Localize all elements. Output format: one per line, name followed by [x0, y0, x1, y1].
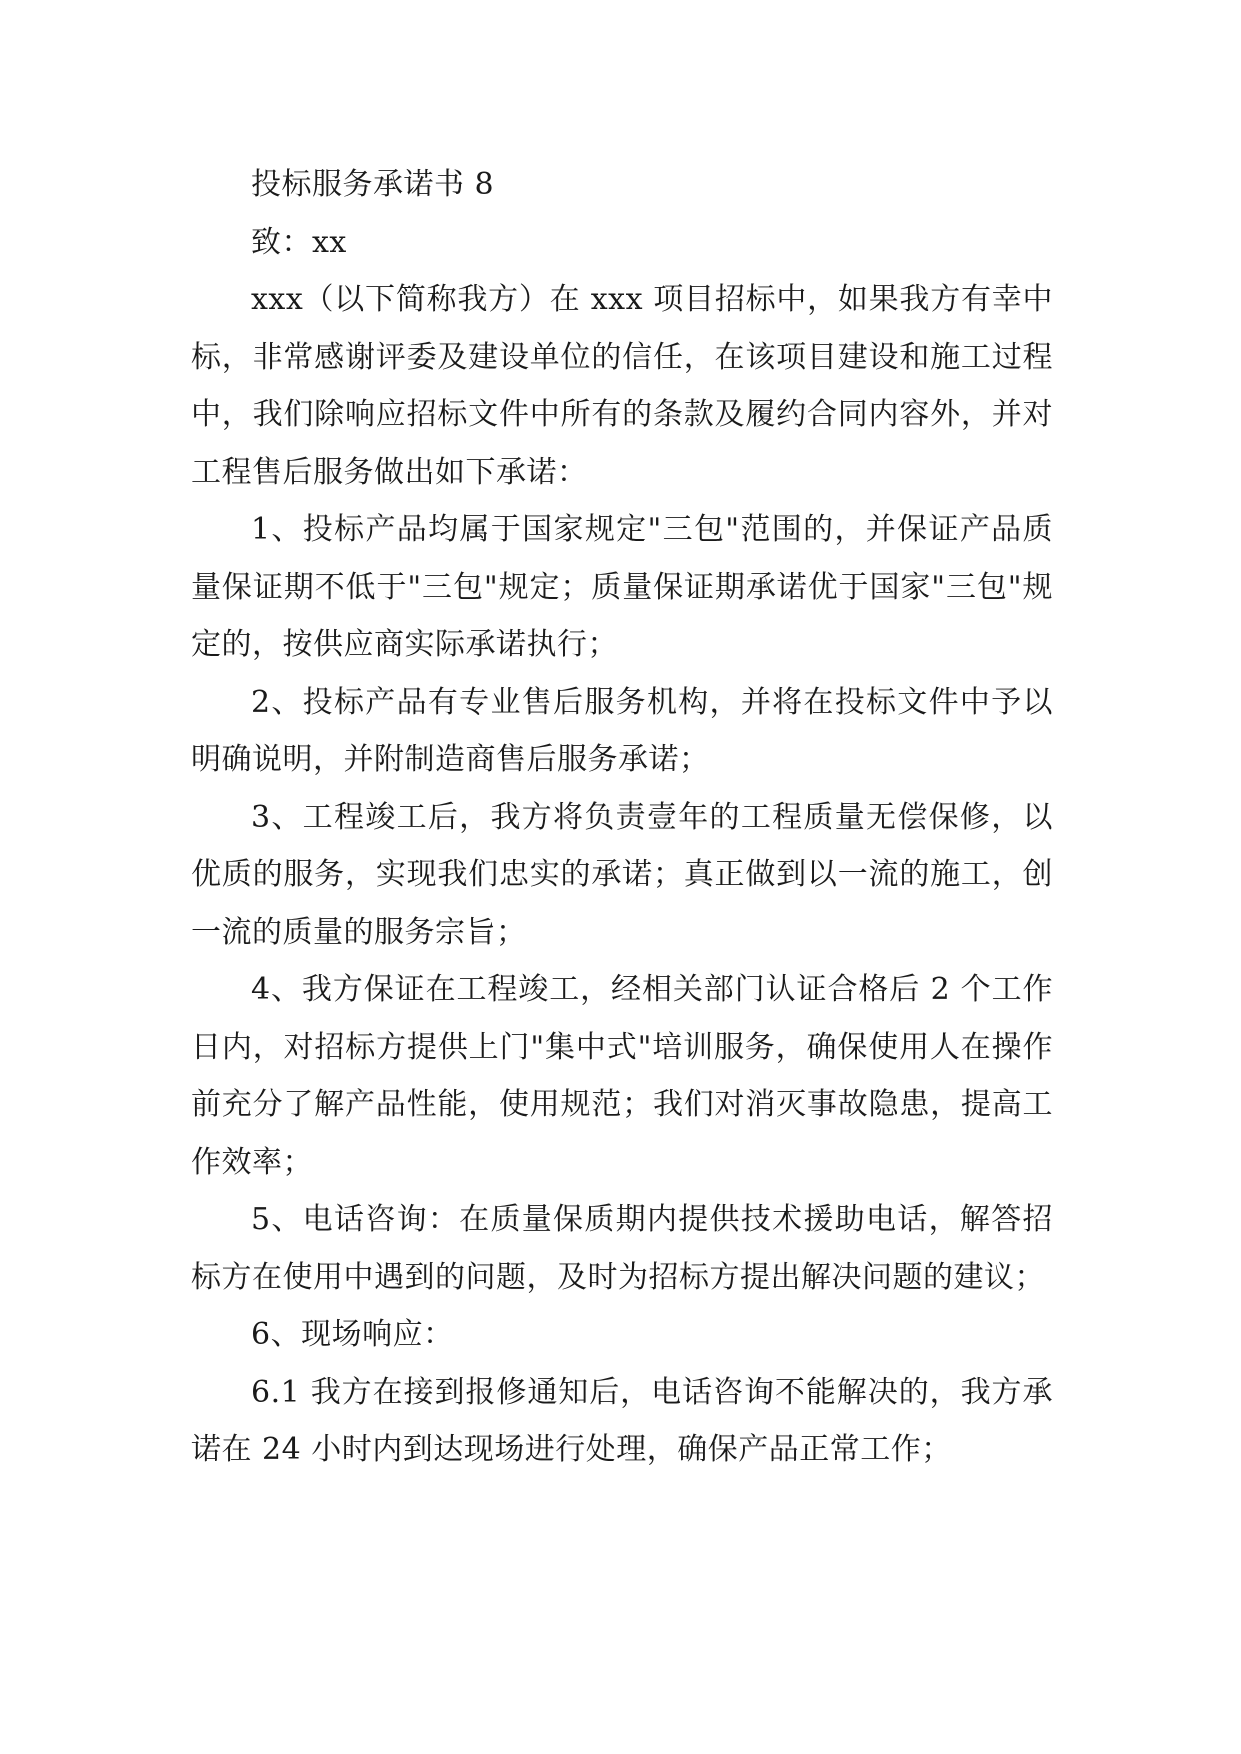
paragraph-item-6: 6、现场响应： — [251, 1317, 454, 1352]
paragraph-item-6-1: 6.1 我方在接到报修通知后，电话咨询不能解决的，我方承诺在 24 小时内到达现场进行处理，确保产品正常工作； — [191, 1374, 1053, 1467]
document-title: 投标服务承诺书 8 — [251, 167, 495, 202]
paragraph-intro: xxx（以下简称我方）在 xxx 项目招标中，如果我方有幸中标，非常感谢评委及建设单位的信任，在该项目建设和施工过程中，我们除响应招标文件中所有的条款及履约合同内容外，并对工程售后服务做出如下承诺： — [191, 282, 1053, 490]
paragraph-item-2: 2、投标产品有专业售后服务机构，并将在投标文件中予以明确说明，并附制造商售后服务承诺； — [191, 684, 1053, 777]
paragraph-item-3: 3、工程竣工后，我方将负责壹年的工程质量无偿保修，以优质的服务，实现我们忠实的承诺；真正做到以一流的施工，创一流的质量的服务宗旨； — [191, 799, 1053, 950]
document-body — [191, 156, 1053, 1479]
salutation: 致：xx — [251, 224, 347, 260]
paragraph-item-4: 4、我方保证在工程竣工，经相关部门认证合格后 2 个工作日内，对招标方提供上门"集中式"培训服务，确保使用人在操作前充分了解产品性能，使用规范；我们对消灭事故隐患，提高工作效率； — [191, 972, 1053, 1180]
paragraph-item-1: 1、投标产品均属于国家规定"三包"范围的，并保证产品质量保证期不低于"三包"规定；质量保证期承诺优于国家"三包"规定的，按供应商实际承诺执行； — [191, 512, 1053, 662]
paragraph-item-5: 5、电话咨询：在质量保质期内提供技术援助电话，解答招标方在使用中遇到的问题，及时为招标方提出解决问题的建议； — [191, 1202, 1053, 1295]
